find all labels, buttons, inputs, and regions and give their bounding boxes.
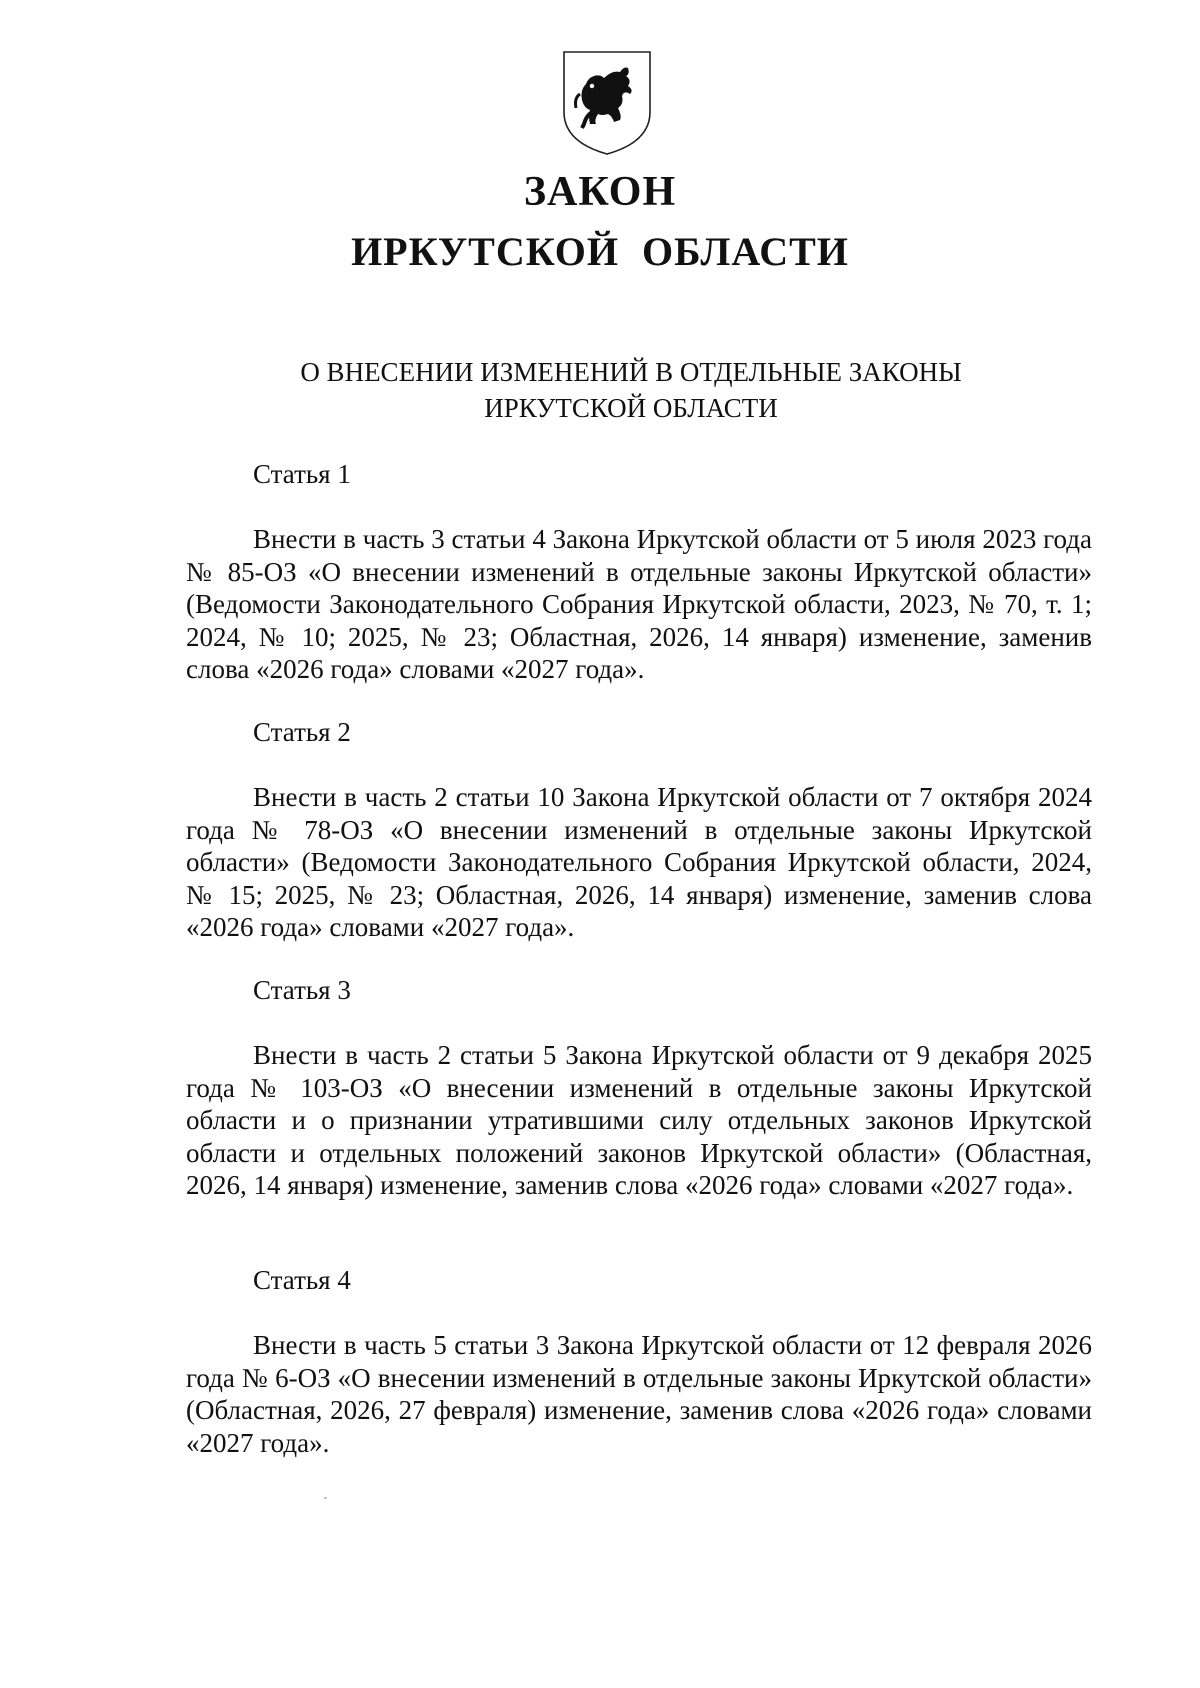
document-title: ЗАКОН — [523, 169, 677, 215]
article-heading: Статья 3 — [253, 975, 351, 1005]
article-4 — [186, 1264, 1092, 1459]
irkutsk-coat-of-arms-icon — [562, 50, 652, 156]
article-text: Внести в часть 2 статьи 5 Закона Иркутской области от 9 декабря 2025 года № 103-ОЗ «О внесении изменений в отдельные законы Иркутской области и о признании утратившими силу отдельных законов Иркутской области и отдельных положений законов Иркутской области» (Областная, 2026, 14 января) изменение, заменив слова «2026 года» словами «2027 года». — [186, 1040, 1092, 1200]
article-heading: Статья 4 — [253, 1265, 351, 1295]
article-heading: Статья 2 — [253, 717, 351, 747]
article-2 — [186, 716, 1092, 944]
scan-speck — [324, 1497, 327, 1499]
article-3 — [186, 974, 1092, 1202]
article-text: Внести в часть 2 статьи 10 Закона Иркутской области от 7 октября 2024 года № 78-ОЗ «О внесении изменений в отдельные законы Иркутской области» (Ведомости Законодательного Собрания Иркутской области, 2024, № 15; 2025, № 23; Областная, 2026, 14 января) изменение, заменив слова «2026 года» словами «2027 года». — [186, 782, 1092, 942]
article-text: Внести в часть 5 статьи 3 Закона Иркутской области от 12 февраля 2026 года № 6-ОЗ «О внесении изменений в отдельные законы Иркутской области» (Областная, 2026, 27 февраля) изменение, заменив слова «2026 года» словами «2027 года». — [186, 1330, 1092, 1458]
article-text: Внести в часть 3 статьи 4 Закона Иркутской области от 5 июля 2023 года № 85-ОЗ «О внесении изменений в отдельные законы Иркутской области» (Ведомости Законодательного Собрания Иркутской области, 2023, № 70, т. 1; 2024, № 10; 2025, № 23; Областная, 2026, 14 января) изменение, заменив слова «2026 года» словами «2027 года». — [186, 524, 1092, 684]
subtitle-line-2: ИРКУТСКОЙ ОБЛАСТИ — [484, 393, 778, 423]
article-heading: Статья 1 — [253, 459, 351, 489]
subtitle-line-1: О ВНЕСЕНИИ ИЗМЕНЕНИЙ В ОТДЕЛЬНЫЕ ЗАКОНЫ — [300, 357, 962, 387]
article-1 — [186, 458, 1092, 686]
document-subtitle — [0, 354, 1200, 426]
document-title-region: ИРКУТСКОЙ ОБЛАСТИ — [351, 229, 849, 274]
